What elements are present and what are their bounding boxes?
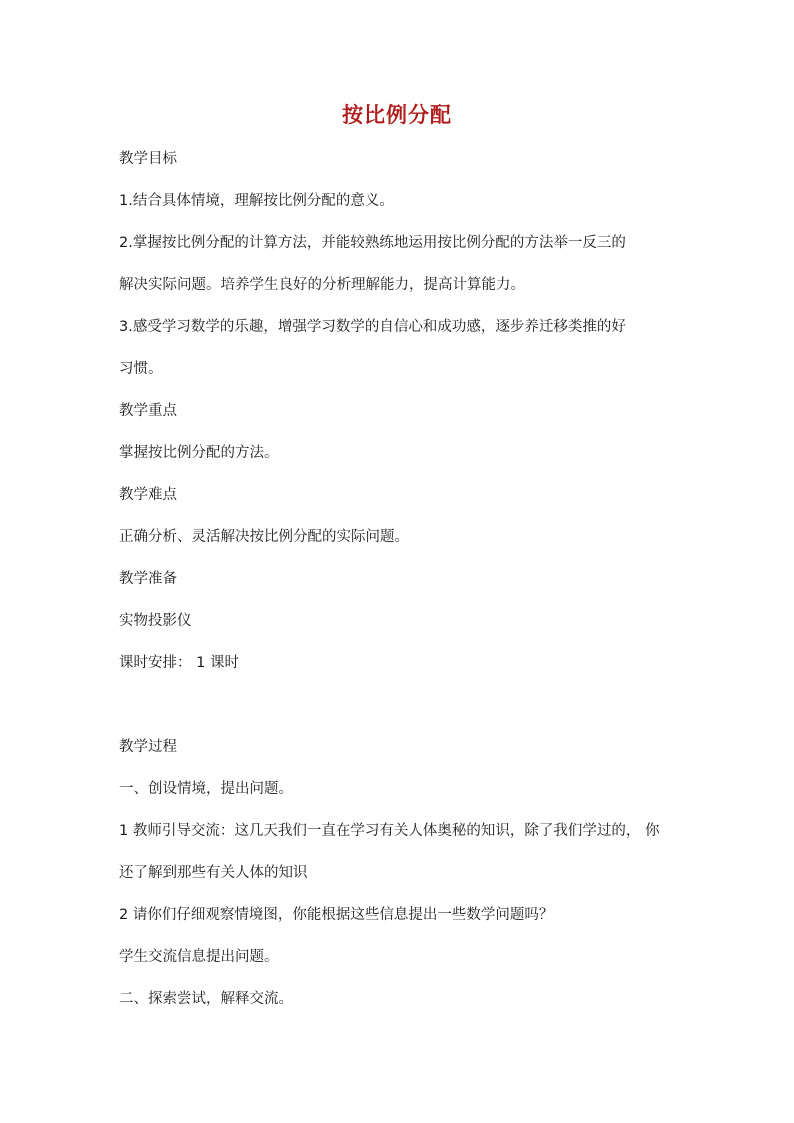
process-step-1-heading: 一、创设情境，提出问题。 — [119, 781, 293, 797]
objective-line-3-cont: 习惯。 — [119, 361, 163, 377]
process-item-1-cont: 还了解到那些有关人体的知识 — [119, 865, 308, 881]
objective-line-3: 3.感受学习数学的乐趣，增强学习数学的自信心和成功感，逐步养迁移类推的好 — [119, 319, 626, 335]
objective-line-2-cont: 解决实际问题。培养学生良好的分析理解能力，提高计算能力。 — [119, 277, 525, 293]
preparation-text: 实物投影仪 — [119, 613, 192, 629]
key-points-text: 掌握按比例分配的方法。 — [119, 445, 279, 461]
objective-line-1: 1.结合具体情境，理解按比例分配的意义。 — [119, 193, 394, 209]
section-heading-key-points: 教学重点 — [119, 403, 177, 419]
process-item-1: 1 教师引导交流：这几天我们一直在学习有关人体奥秘的知识，除了我们学过的， 你 — [119, 823, 660, 839]
process-student-activity: 学生交流信息提出问题。 — [119, 949, 279, 965]
section-heading-difficulties: 教学难点 — [119, 487, 177, 503]
process-item-2: 2 请你们仔细观察情境图，你能根据这些信息提出一些数学问题吗？ — [119, 907, 554, 923]
process-step-2-heading: 二、探索尝试，解释交流。 — [119, 991, 293, 1007]
section-heading-preparation: 教学准备 — [119, 571, 177, 587]
document-title: 按比例分配 — [342, 102, 452, 127]
section-heading-process: 教学过程 — [119, 739, 177, 755]
difficulties-text: 正确分析、灵活解决按比例分配的实际问题。 — [119, 529, 409, 545]
class-hours: 课时安排： 1 课时 — [119, 655, 239, 671]
objective-line-2: 2.掌握按比例分配的计算方法，并能较熟练地运用按比例分配的方法举一反三的 — [119, 235, 626, 251]
section-heading-objectives: 教学目标 — [119, 151, 177, 167]
